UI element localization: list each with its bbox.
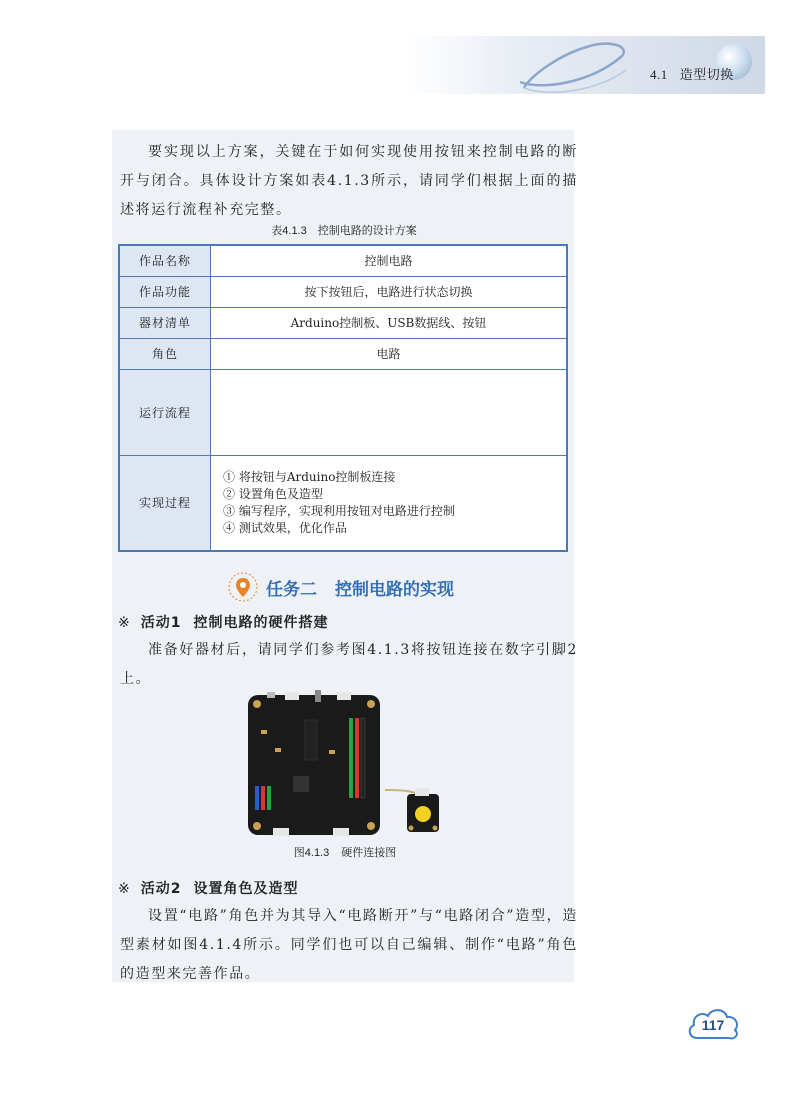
task-number: 任务二 <box>266 579 317 600</box>
intro-text: 要实现以上方案，关键在于如何实现使用按钮来控制电路的断开与闭合。具体设计方案如表4.1.3所示，请同学们根据上面的描述将运行流程补充完整。 <box>120 144 578 218</box>
row-value: 按下按钮后，电路进行状态切换 <box>211 276 568 307</box>
reference-mark-icon: ※ <box>118 615 131 631</box>
row-label: 器材清单 <box>119 307 211 338</box>
hardware-connection-image <box>245 690 445 840</box>
row-label: 角色 <box>119 338 211 369</box>
activity1-heading <box>118 612 328 632</box>
activity1-paragraph <box>120 636 578 694</box>
header-section-number: 4.1 <box>650 67 668 82</box>
step-item: ④ 测试效果，优化作品 <box>223 520 347 535</box>
figure-caption <box>180 844 510 860</box>
reference-mark-icon: ※ <box>118 881 131 897</box>
table-row <box>119 276 567 307</box>
activity2-paragraph <box>120 902 578 989</box>
activity1-text: 准备好器材后，请同学们参考图4.1.3将按钮连接在数字引脚2上。 <box>120 642 578 687</box>
row-value: Arduino控制板、USB数据线、按钮 <box>211 307 568 338</box>
table-row <box>119 338 567 369</box>
activity2-heading <box>118 878 298 898</box>
table-row <box>119 307 567 338</box>
row-label: 作品名称 <box>119 245 211 276</box>
page-number: 117 <box>701 1016 725 1033</box>
activity2-title: 设置角色及造型 <box>193 881 299 897</box>
table-row <box>119 369 567 455</box>
activity2-text: 设置“电路”角色并为其导入“电路断开”与“电路闭合”造型，造型素材如图4.1.4所示。同学们也可以自己编辑、制作“电路”角色的造型来完善作品。 <box>120 908 578 982</box>
design-table <box>118 244 568 552</box>
figure-title: 硬件连接图 <box>341 847 397 859</box>
step-item: ② 设置角色及造型 <box>223 486 323 501</box>
header-section <box>650 64 734 83</box>
table-caption: 表4.1.3 控制电路的设计方案 <box>271 225 417 237</box>
activity1-title: 控制电路的硬件搭建 <box>193 615 329 631</box>
table-row <box>119 245 567 276</box>
implementation-steps <box>211 455 568 551</box>
table-row <box>119 455 567 551</box>
task-heading <box>228 572 454 602</box>
row-label: 实现过程 <box>119 455 211 551</box>
intro-paragraph <box>120 138 578 225</box>
header-section-title: 造型切换 <box>679 67 734 82</box>
step-item: ③ 编写程序，实现利用按钮对电路进行控制 <box>223 503 455 518</box>
activity2-number: 活动2 <box>140 881 182 897</box>
run-flow-blank[interactable] <box>211 369 568 455</box>
activity1-number: 活动1 <box>140 615 182 631</box>
step-item: ① 将按钮与Arduino控制板连接 <box>223 469 396 484</box>
header-e-logo-icon <box>510 32 630 98</box>
row-value: 电路 <box>211 338 568 369</box>
task-title: 控制电路的实现 <box>335 579 454 600</box>
figure-number: 图4.1.3 <box>293 847 330 859</box>
location-pin-icon <box>228 572 258 602</box>
row-label: 运行流程 <box>119 369 211 455</box>
row-label: 作品功能 <box>119 276 211 307</box>
row-value: 控制电路 <box>211 245 568 276</box>
